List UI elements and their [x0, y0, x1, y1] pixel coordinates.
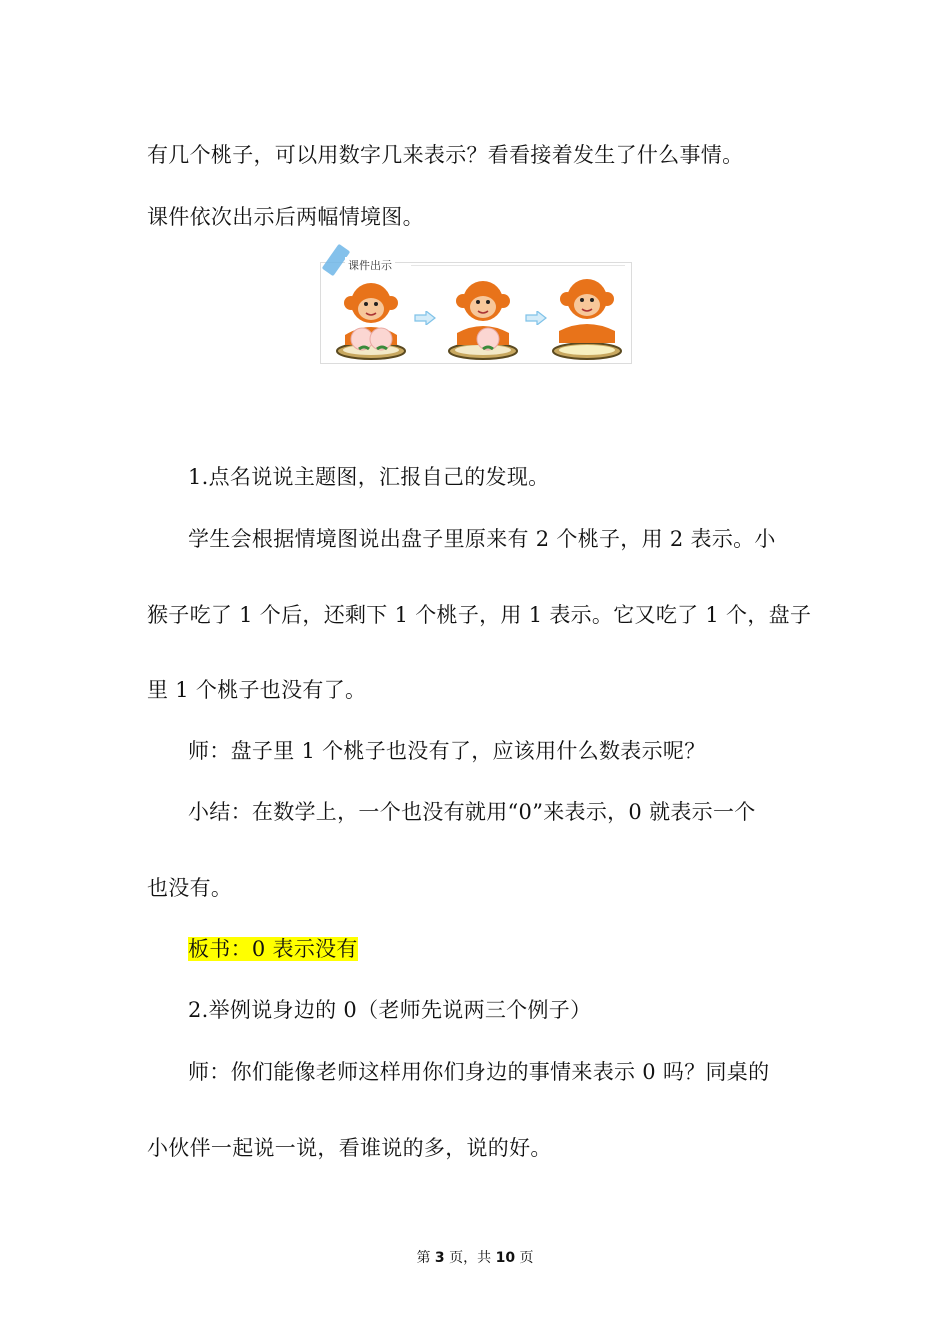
paragraph-3: 1.点名说说主题图，汇报自己的发现。: [188, 465, 550, 489]
paragraph-6-line-2: 也没有。: [147, 876, 233, 900]
highlighted-board-text: 板书：0 表示没有: [188, 937, 358, 961]
monkey-two-peaches-image: [331, 273, 411, 361]
page-footer: [0, 1247, 950, 1267]
paragraph-4-line-3: 里 1 个桃子也没有了。: [147, 678, 367, 702]
arrow-right-icon: [414, 311, 436, 325]
paragraph-4-line-2: 猴子吃了 1 个后，还剩下 1 个桃子，用 1 表示。它又吃了 1 个，盘子: [147, 603, 812, 627]
paragraph-5: 师：盘子里 1 个桃子也没有了，应该用什么数表示呢？: [188, 739, 706, 763]
footer-middle: 页，共: [449, 1250, 492, 1266]
footer-suffix: 页: [519, 1250, 534, 1266]
monkey-one-peach-image: [443, 273, 523, 361]
courseware-figure: [320, 259, 632, 364]
paragraph-9-line-1: 师：你们能像老师这样用你们身边的事情来表示 0 吗？同桌的: [188, 1060, 770, 1084]
paragraph-4-line-1: 学生会根据情境图说出盘子里原来有 2 个桃子，用 2 表示。小: [188, 527, 776, 551]
board-note: [188, 933, 358, 963]
paragraph-9-line-2: 小伙伴一起说一说，看谁说的多，说的好。: [147, 1136, 552, 1160]
paragraph-8: 2.举例说身边的 0（老师先说两三个例子）: [188, 998, 592, 1022]
paragraph-2: 课件依次出示后两幅情境图。: [147, 205, 424, 229]
footer-prefix: 第: [416, 1250, 431, 1266]
arrow-right-icon: [525, 311, 547, 325]
total-pages-number: 10: [495, 1250, 516, 1266]
figure-tag: 课件出示: [345, 257, 395, 273]
paragraph-6-line-1: 小结：在数学上，一个也没有就用“0”来表示，0 就表示一个: [188, 800, 756, 824]
monkey-empty-plate-image: [547, 273, 627, 361]
current-page-number: 3: [434, 1250, 445, 1266]
paragraph-1: 有几个桃子，可以用数字几来表示？看看接着发生了什么事情。: [147, 143, 744, 167]
